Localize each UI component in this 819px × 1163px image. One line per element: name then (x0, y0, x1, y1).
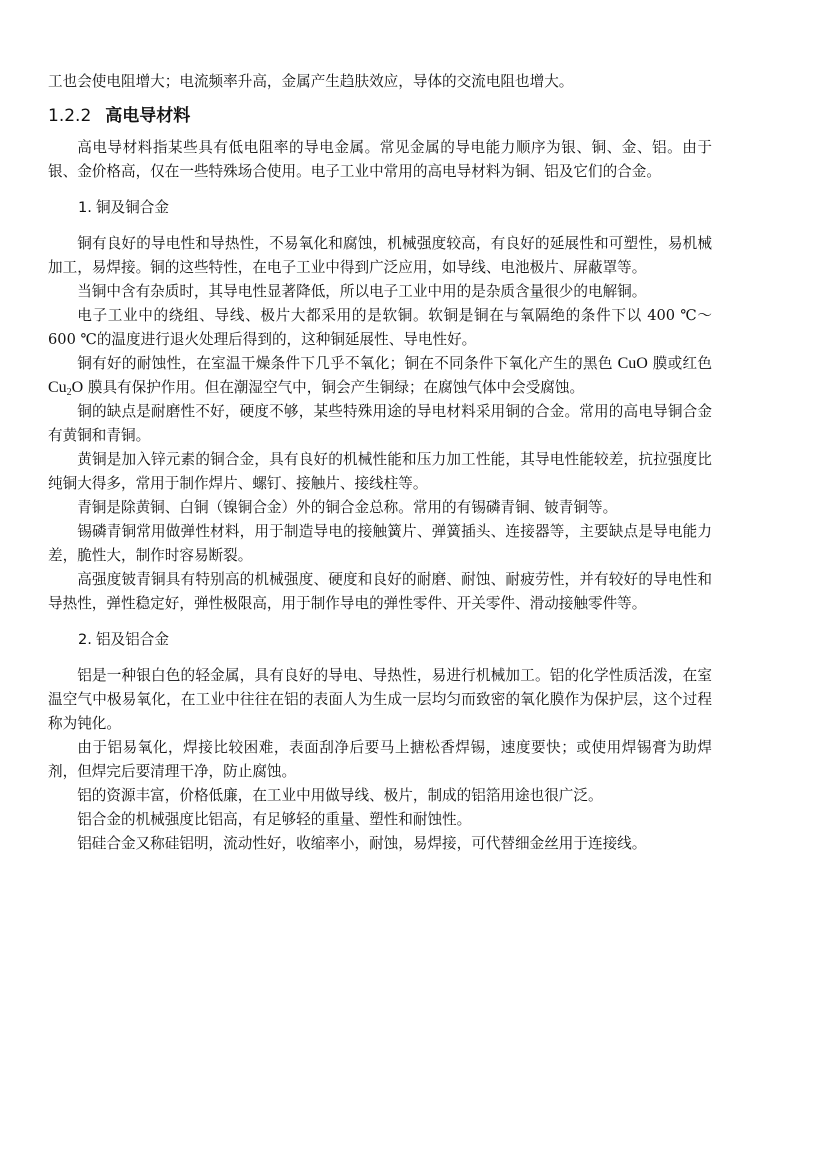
copper-paragraph-1: 铜有良好的导电性和导热性，不易氧化和腐蚀，机械强度较高，有良好的延展性和可塑性，易机械加工，易焊接。铜的这些特性，在电子工业中得到广泛应用，如导线、电池极片、屏蔽罩等。 (48, 235, 712, 276)
aluminum-paragraph-3: 铝的资源丰富，价格低廉，在工业中用做导线、极片，制成的铝箔用途也很广泛。 (77, 787, 603, 804)
copper-paragraph-3: 电子工业中的绕组、导线、极片大都采用的是软铜。软铜是铜在与氧隔绝的条件下以 400 ℃～600 ℃的温度进行退火处理后得到的，这种铜延展性、导电性好。 (48, 307, 712, 348)
aluminum-paragraph-2: 由于铝易氧化，焊接比较困难，表面刮净后要马上搪松香焊锡，速度要快；或使用焊锡膏为助焊剂，但焊完后要清理干净，防止腐蚀。 (48, 739, 712, 780)
formula-cuo: CuO (617, 355, 648, 372)
section-title: 高电导材料 (105, 106, 191, 126)
aluminum-paragraph-5: 铝硅合金又称硅铝明，流动性好，收缩率小，耐蚀，易焊接，可代替细金丝用于连接线。 (77, 835, 647, 852)
document-page (48, 70, 712, 856)
text-run: 膜或红色 (647, 355, 712, 372)
section-number: 1.2.2 (48, 106, 92, 126)
aluminum-paragraph-4: 铝合金的机械强度比铝高，有足够轻的重量、塑性和耐蚀性。 (77, 811, 472, 828)
copper-paragraph-5: 铜的缺点是耐磨性不好，硬度不够，某些特殊用途的导电材料采用铜的合金。常用的高电导铜合金有黄铜和青铜。 (48, 403, 712, 444)
subsection-title: 铝及铝合金 (95, 631, 169, 648)
subsection-heading-aluminum (78, 628, 712, 652)
intro-paragraph: 高电导材料指某些具有低电阻率的导电金属。常见金属的导电能力顺序为银、铜、金、铝。由于银、金价格高，仅在一些特殊场合使用。电子工业中常用的高电导材料为铜、铝及它们的合金。 (48, 139, 712, 180)
subsection-number: 2. (78, 631, 92, 648)
text-run: 铜有好的耐蚀性，在室温干燥条件下几乎不氧化；铜在不同条件下氧化产生的黑色 (77, 355, 618, 372)
formula-part: Cu (48, 379, 67, 396)
formula-subscript: 2 (66, 387, 72, 398)
continued-paragraph: 工也会使电阻增大；电流频率升高，金属产生趋肤效应，导体的交流电阻也增大。 (48, 73, 574, 90)
aluminum-paragraph-1: 铝是一种银白色的轻金属，具有良好的导电、导热性，易进行机械加工。铝的化学性质活泼，在室温空气中极易氧化，在工业中往往在铝的表面人为生成一层均匀而致密的氧化膜作为保护层，这个过程称为钝化。 (48, 667, 712, 732)
subsection-title: 铜及铜合金 (95, 199, 169, 216)
formula-part: O (71, 379, 84, 396)
formula-cu2o (48, 379, 83, 396)
subsection-heading-copper (78, 196, 712, 220)
copper-paragraph-6: 黄铜是加入锌元素的铜合金，具有良好的机械性能和压力加工性能，其导电性能较差，抗拉强度比纯铜大得多，常用于制作焊片、螺钉、接触片、接线柱等。 (48, 451, 712, 492)
copper-paragraph-8: 锡磷青铜常用做弹性材料，用于制造导电的接触簧片、弹簧插头、连接器等，主要缺点是导电能力差，脆性大，制作时容易断裂。 (48, 523, 712, 564)
text-run: 膜具有保护作用。但在潮湿空气中，铜会产生铜绿；在腐蚀气体中会受腐蚀。 (83, 379, 585, 396)
subsection-number: 1. (78, 199, 92, 216)
copper-paragraph-9: 高强度铍青铜具有特别高的机械强度、硬度和良好的耐磨、耐蚀、耐疲劳性，并有较好的导电性和导热性，弹性稳定好，弹性极限高，用于制作导电的弹性零件、开关零件、滑动接触零件等。 (48, 571, 712, 612)
copper-paragraph-2: 当铜中含有杂质时，其导电性显著降低，所以电子工业中用的是杂质含量很少的电解铜。 (77, 283, 647, 300)
copper-paragraph-7: 青铜是除黄铜、白铜（镍铜合金）外的铜合金总称。常用的有锡磷青铜、铍青铜等。 (77, 499, 618, 516)
section-heading (48, 104, 712, 128)
copper-paragraph-4 (48, 352, 712, 400)
